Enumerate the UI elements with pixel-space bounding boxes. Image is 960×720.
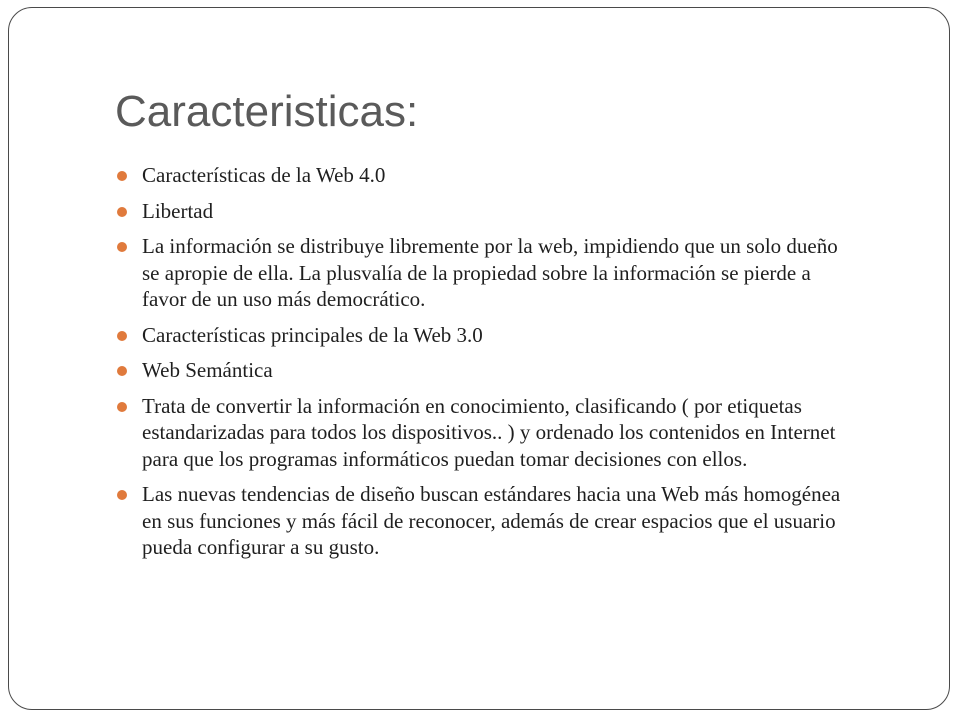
slide-title: Caracteristicas: xyxy=(115,87,419,136)
bullet-item xyxy=(117,198,857,225)
bullet-dot-icon xyxy=(117,331,127,341)
bullet-text: La información se distribuye libremente por la web, impidiendo que un solo dueño se apropie de ella. La plusvalía de la propiedad sobre la información se pierde a favor de un uso más democrático. xyxy=(142,234,838,311)
bullet-text: Las nuevas tendencias de diseño buscan estándares hacia una Web más homogénea en sus funciones y más fácil de reconocer, además de crear espacios que el usuario pueda configurar a su gusto. xyxy=(142,482,841,559)
bullet-dot-icon xyxy=(117,207,127,217)
bullet-dot-icon xyxy=(117,242,127,252)
bullet-item xyxy=(117,393,857,473)
slide-frame xyxy=(8,7,950,710)
bullet-dot-icon xyxy=(117,402,127,412)
bullet-text: Características principales de la Web 3.0 xyxy=(142,322,483,347)
bullet-text: Libertad xyxy=(142,198,214,223)
bullet-item xyxy=(117,322,857,349)
bullet-dot-icon xyxy=(117,171,127,181)
bullet-text: Características de la Web 4.0 xyxy=(142,163,386,187)
bullet-text: Web Semántica xyxy=(142,358,273,382)
bullet-text: Trata de convertir la información en conocimiento, clasificando ( por etiquetas estandarizadas para todos los dispositivos.. ) y ordenado los contenidos en Internet para que los programas informáticos puedan tomar decisiones con ellos. xyxy=(142,393,836,471)
bullet-item xyxy=(117,481,857,561)
bullet-list xyxy=(117,162,857,570)
bullet-item xyxy=(117,357,857,384)
bullet-dot-icon xyxy=(117,490,127,500)
bullet-dot-icon xyxy=(117,366,127,376)
bullet-item xyxy=(117,162,857,189)
bullet-item xyxy=(117,233,857,313)
